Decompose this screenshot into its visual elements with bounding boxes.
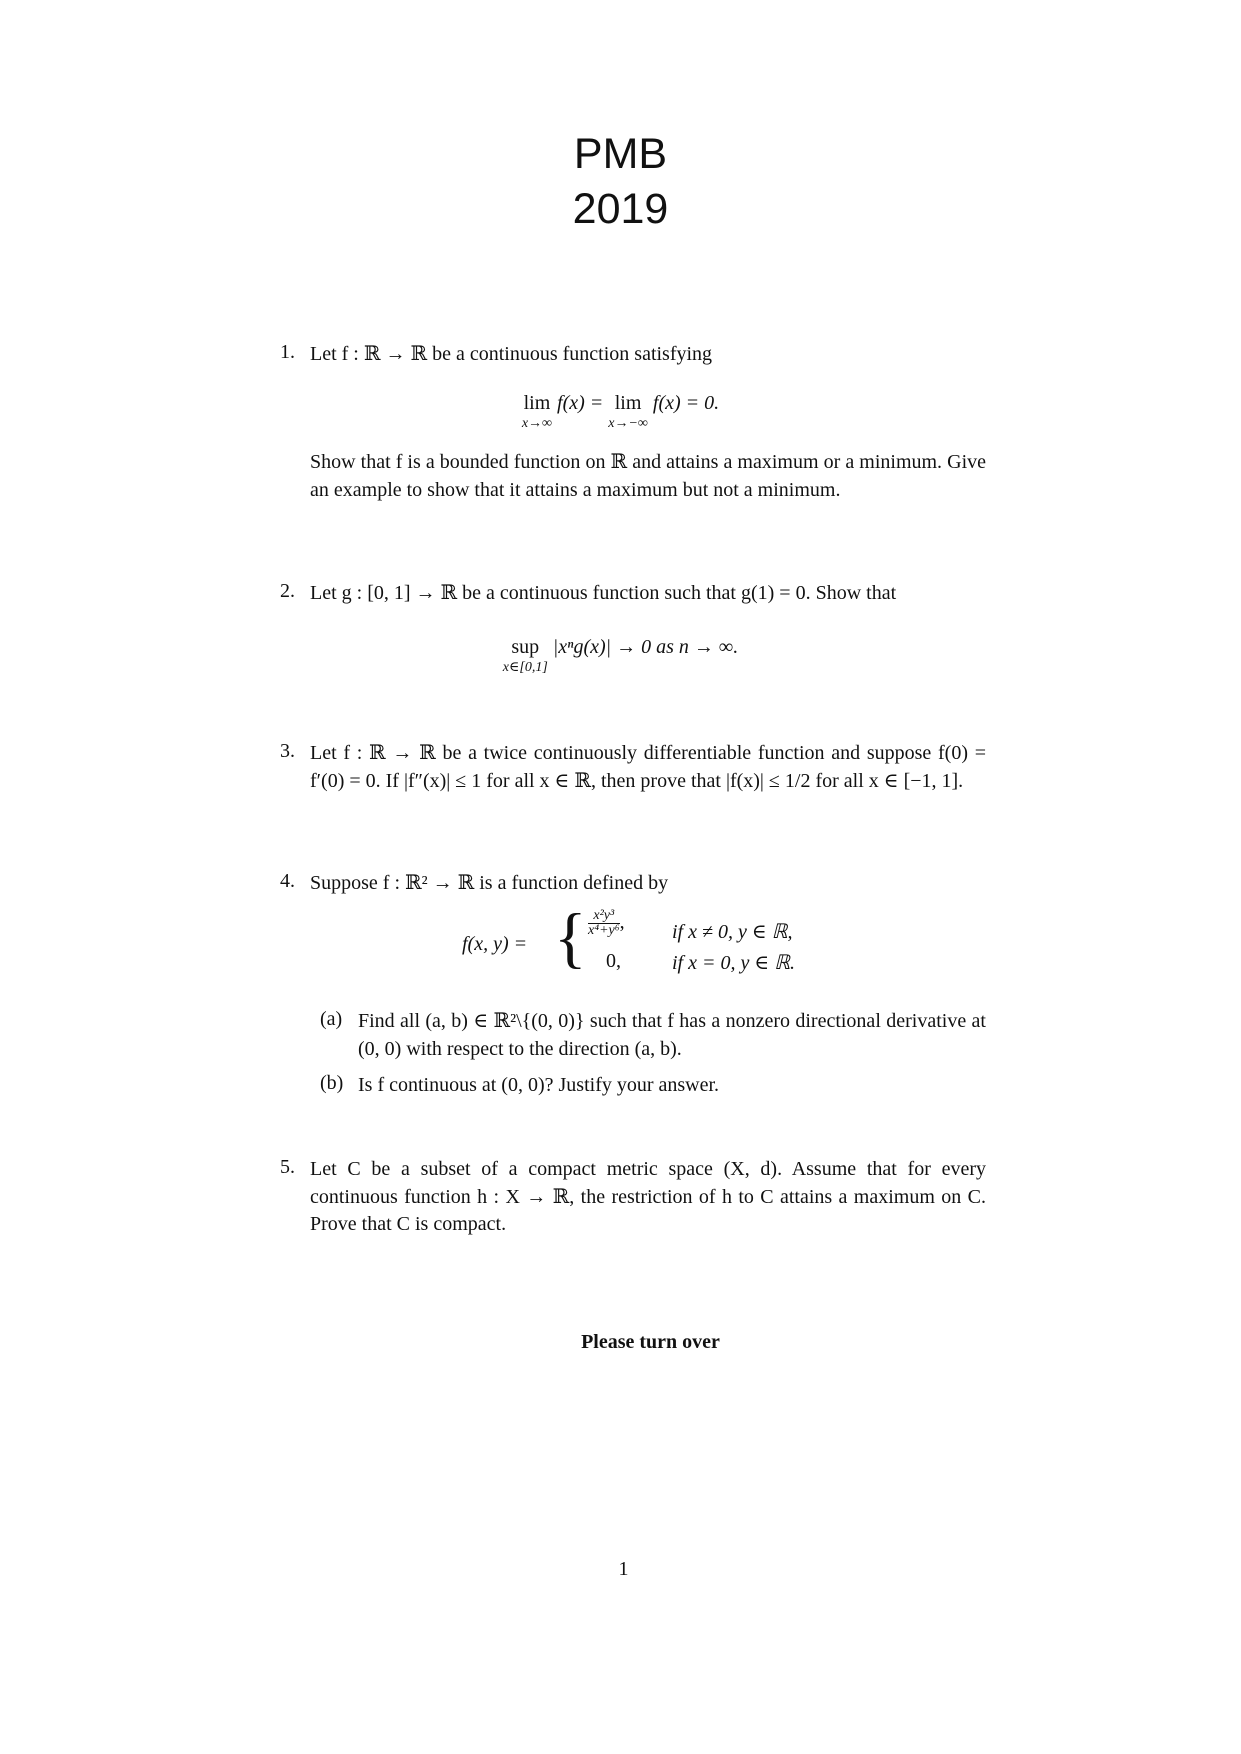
part-b-text: Is f continuous at (0, 0)? Justify your answer. [358, 1074, 720, 1096]
question-4-number: 4. [280, 870, 295, 892]
question-1-body: Show that f is a bounded function on ℝ and attains a maximum or a minimum. Give an example to show that it attains a maximum but not a minimum. [310, 451, 986, 501]
case-2-condition: if x = 0, y ∈ ℝ. [672, 952, 796, 974]
part-a-label: (a) [320, 1008, 343, 1030]
equation-expression: f(x) = 0. [652, 392, 720, 414]
question-3-number: 3. [280, 740, 295, 762]
left-brace: { [554, 899, 587, 975]
page-number: 1 [618, 1558, 629, 1580]
part-b-label: (b) [320, 1072, 344, 1094]
equation-lhs: f(x, y) = [462, 933, 528, 955]
sup-operator: sup x∈[0,1] [502, 636, 548, 675]
question-4-intro: Suppose f : ℝ² → ℝ is a function defined by [310, 872, 669, 894]
limit-operator: lim x→∞ [521, 392, 553, 431]
case-2-value: 0, [606, 950, 621, 972]
question-5-body: Let C be a subset of a compact metric space (X, d). Assume that for every continuous function h : X → ℝ, the restriction of h to C attains a maximum on C. Prove that C is compact. [310, 1158, 986, 1235]
question-1-equation [0, 392, 1241, 431]
equation-expression: |xⁿg(x)| → 0 as n → ∞. [552, 636, 739, 658]
part-a-text: Find all (a, b) ∈ ℝ²\{(0, 0)} such that f has a nonzero directional derivative at (0, 0) with respect to the direction (a, b). [358, 1010, 986, 1060]
question-2-equation [0, 636, 1241, 675]
limit-operator: lim x→−∞ [608, 392, 648, 431]
question-1-intro: Let f : ℝ → ℝ be a continuous function satisfying [310, 343, 713, 365]
turn-over-note: Please turn over [581, 1331, 720, 1353]
title-line-2: 2019 [572, 185, 669, 233]
case-1-condition: if x ≠ 0, y ∈ ℝ, [672, 921, 793, 943]
case-1-value: $\frac{\text{x²y³}}{\text{x⁴+y⁶}}$, [588, 908, 625, 938]
question-2-intro: Let g : [0, 1] → ℝ be a continuous function such that g(1) = 0. Show that [310, 582, 897, 604]
question-5-number: 5. [280, 1156, 295, 1178]
question-2-number: 2. [280, 580, 295, 602]
question-1-number: 1. [280, 341, 295, 363]
title-line-1: PMB [573, 130, 668, 178]
equation-expression: f(x) = [557, 392, 604, 414]
question-3-body: Let f : ℝ → ℝ be a twice continuously differentiable function and suppose f(0) = f′(0) = 0. If |f″(x)| ≤ 1 for all x ∈ ℝ, then prove that |f(x)| ≤ 1/2 for all x ∈ [−1, 1]. [310, 742, 986, 792]
